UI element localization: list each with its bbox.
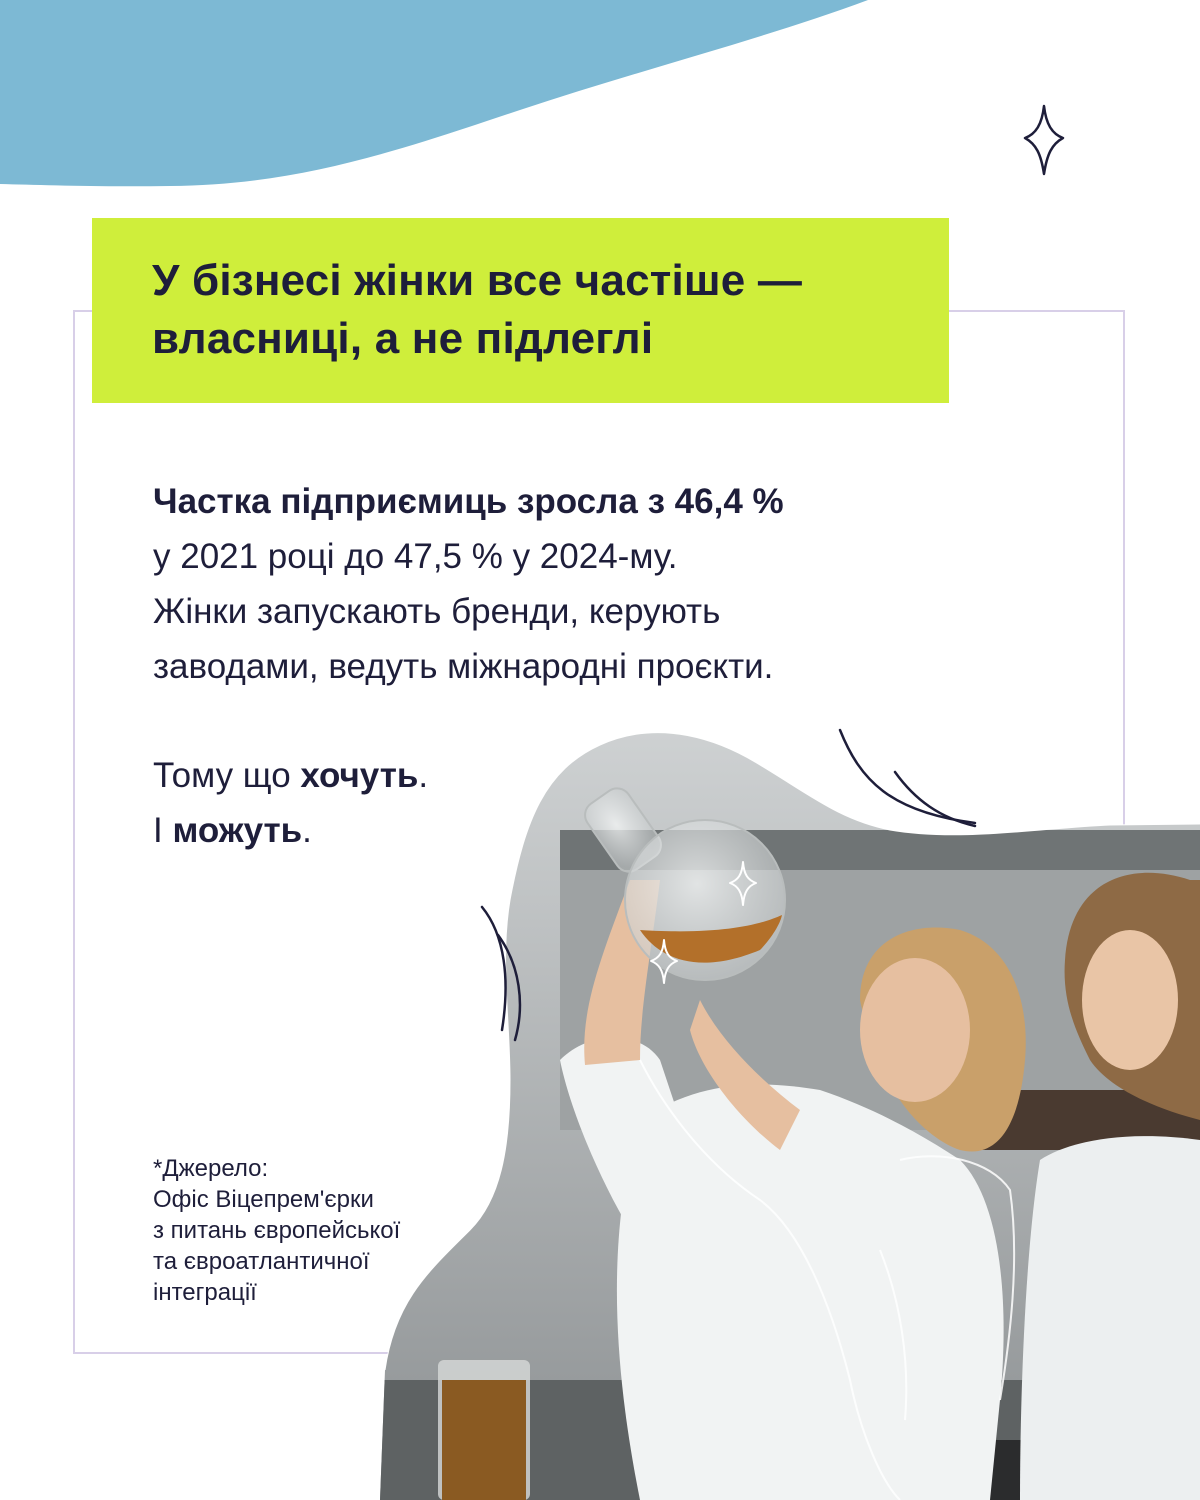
headline — [152, 252, 949, 368]
source-line-5: інтеграції — [153, 1279, 257, 1306]
body-line-2: у 2021 році до 47,5 % у 2024-му. — [153, 537, 678, 576]
slogan-line-1-end: . — [418, 756, 429, 795]
body-paragraph — [153, 474, 953, 694]
source-line-3: з питань європейської — [153, 1217, 401, 1244]
slogan-emphasis-2: можуть — [172, 811, 303, 850]
slogan-line-2-end: . — [302, 811, 312, 850]
body-line-4: заводами, ведуть міжнародні проєкти. — [153, 647, 774, 686]
source-label: *Джерело: — [153, 1155, 269, 1182]
slogan-line-1-text: Тому що — [153, 756, 301, 795]
slogan-emphasis-1: хочуть — [300, 756, 419, 795]
headline-line-1: У бізнесі жінки все частіше — — [152, 256, 803, 305]
body-lead: Частка підприємиць зросла з 46,4 % — [153, 482, 784, 521]
source-note — [153, 1153, 400, 1308]
slogan-line-2-text: І — [153, 811, 173, 850]
slogan — [153, 748, 428, 858]
headline-line-2: власниці, а не підлеглі — [152, 314, 654, 363]
headline-banner — [92, 218, 949, 403]
body-line-3: Жінки запускають бренди, керують — [153, 592, 721, 631]
source-line-4: та євроатлантичної — [153, 1248, 370, 1275]
source-line-2: Офіс Віцепрем'єрки — [153, 1186, 374, 1213]
